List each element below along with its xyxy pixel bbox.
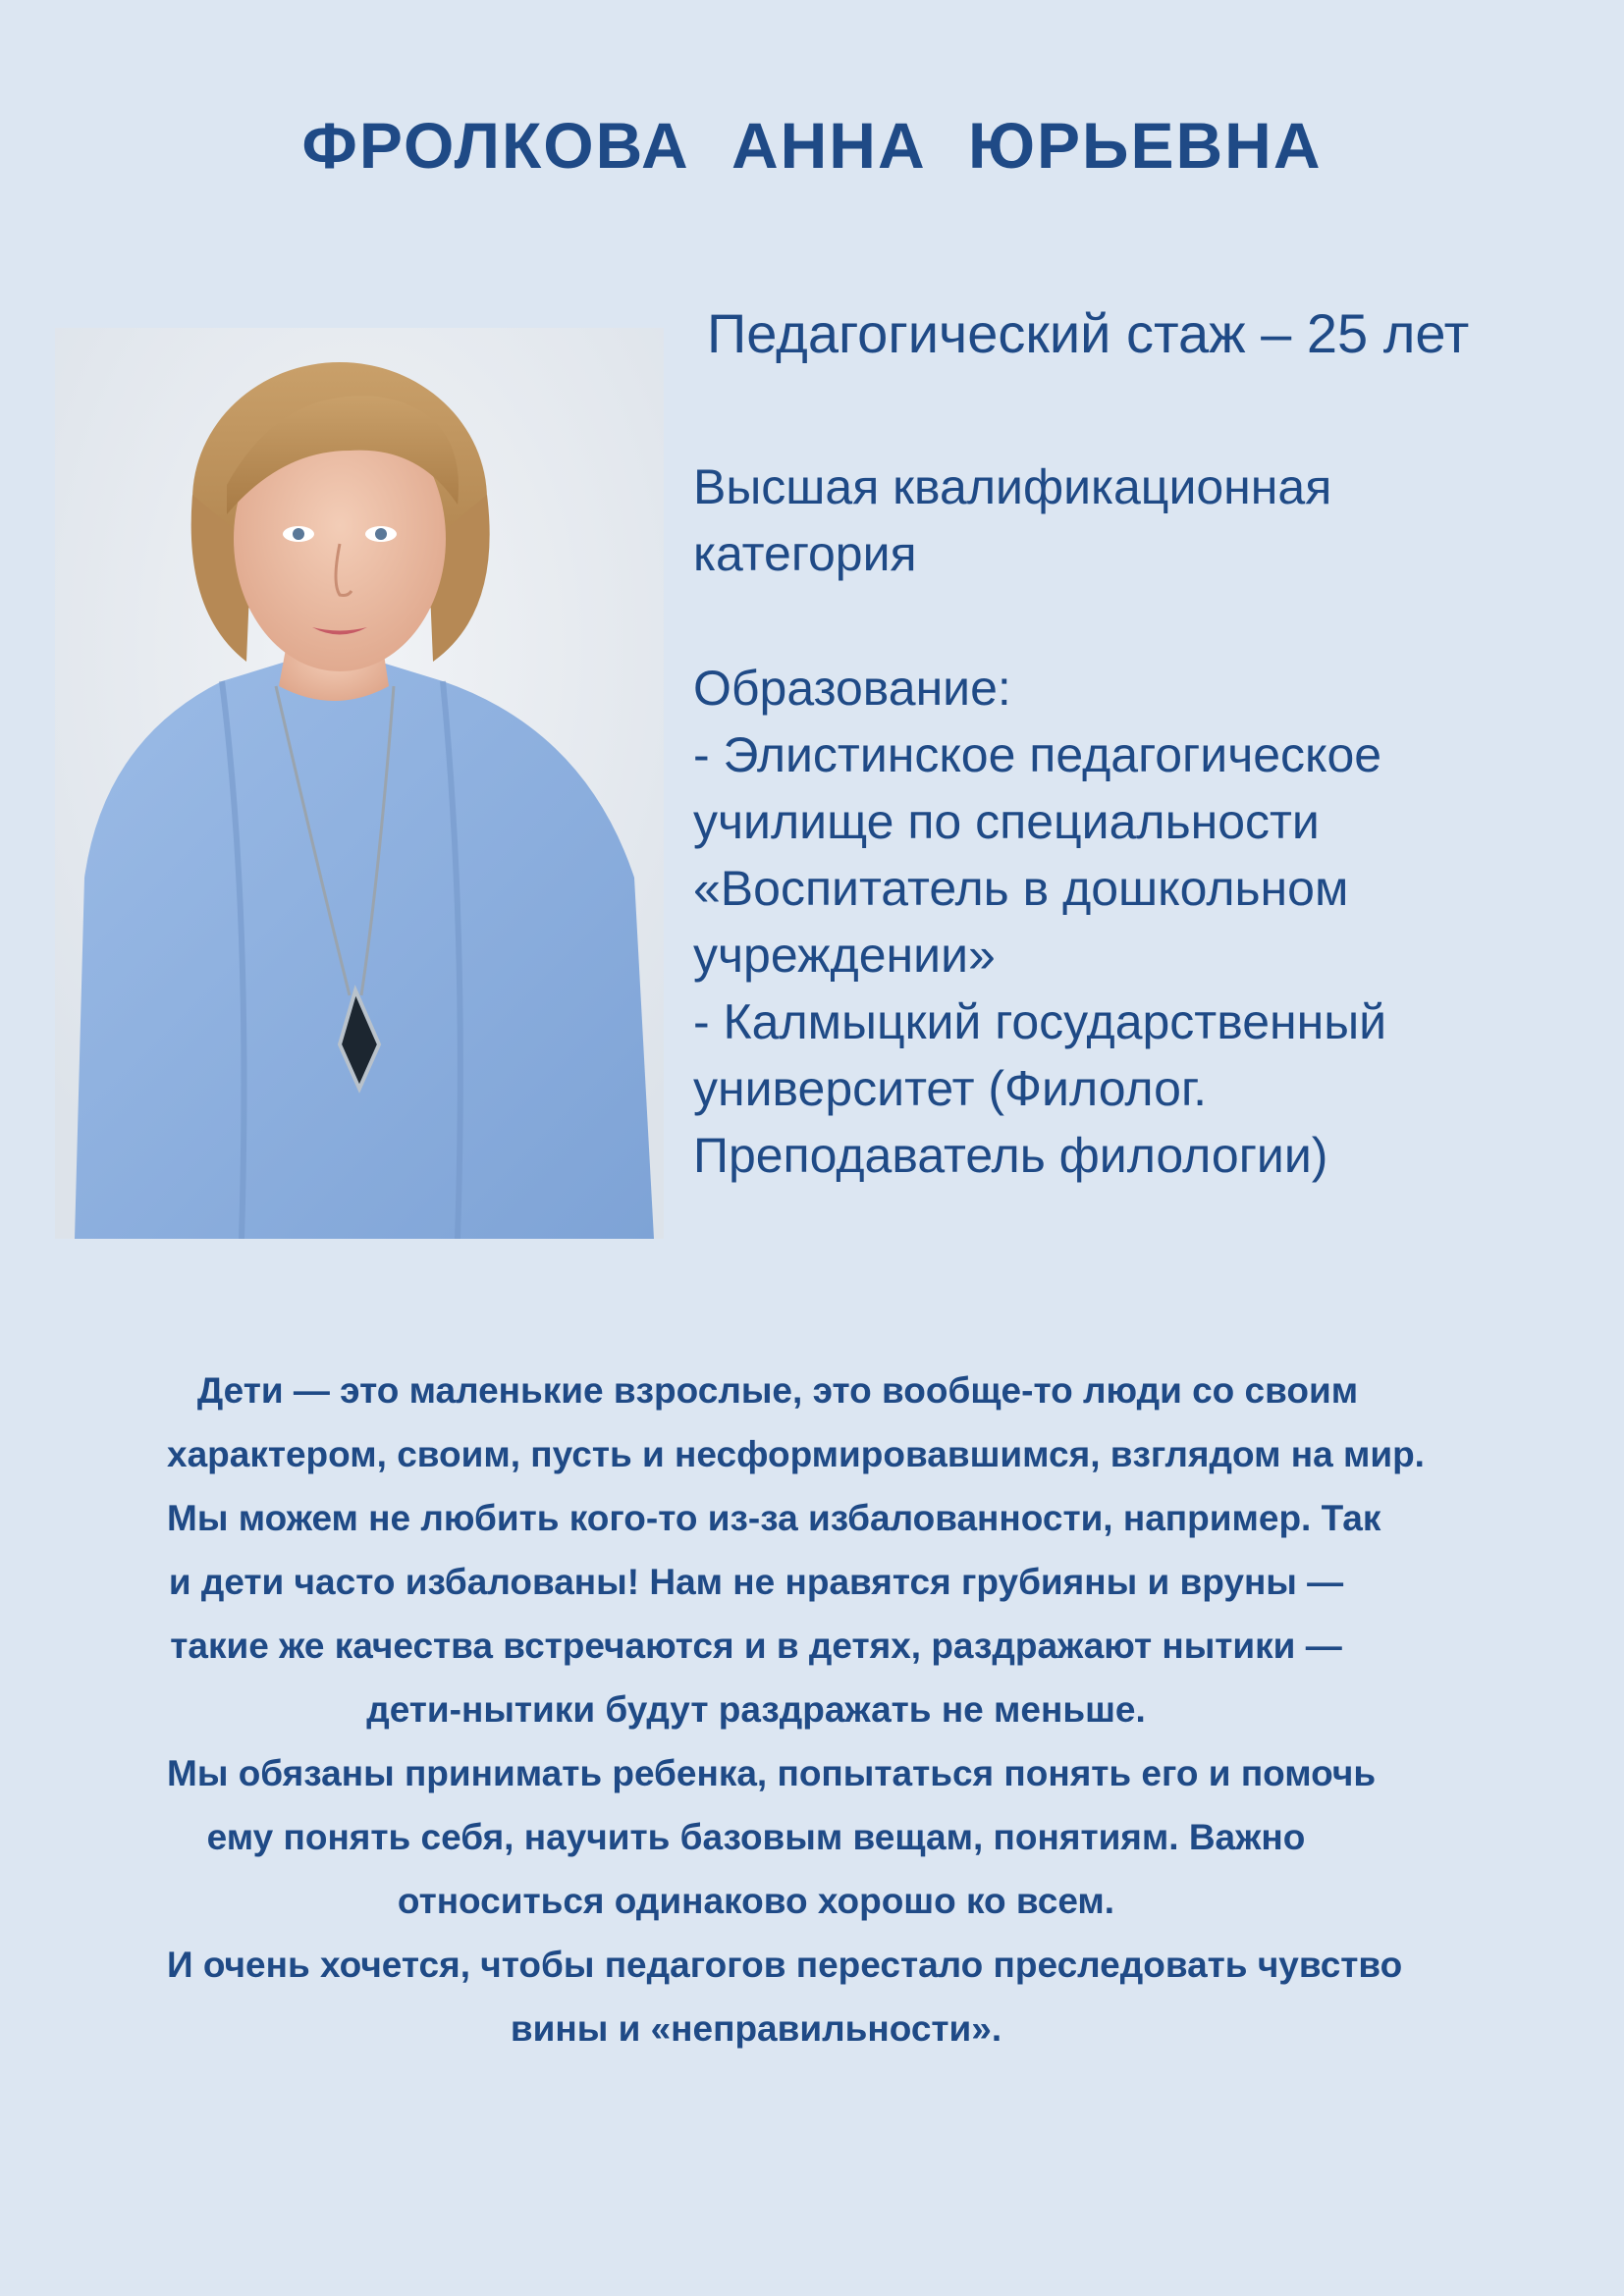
quote-line: и дети часто избалованы! Нам не нравятся грубияны и вруны — bbox=[168, 1562, 1344, 1602]
education-line: университет (Филолог. bbox=[693, 1061, 1207, 1116]
quote-line: ему понять себя, научить базовым вещам, понятиям. Важно bbox=[206, 1817, 1306, 1857]
education-block bbox=[693, 655, 1557, 1189]
education-line: «Воспитатель в дошкольном bbox=[693, 861, 1349, 916]
portrait-photo bbox=[55, 328, 664, 1239]
qualification-text: Высшая квалификационная категория bbox=[693, 459, 1332, 581]
quote-line: Мы обязаны принимать ребенка, попытаться понять его и помочь bbox=[167, 1753, 1377, 1793]
quote-line: Дети — это маленькие взрослые, это вообще-то люди со своим bbox=[167, 1370, 1359, 1411]
education-line: - Калмыцкий государственный bbox=[693, 994, 1387, 1049]
quote-line: дети-нытики будут раздражать не меньше. bbox=[366, 1689, 1146, 1730]
education-heading: Образование: bbox=[693, 661, 1011, 716]
philosophy-quote bbox=[167, 1359, 1425, 2060]
portrait-icon bbox=[55, 328, 664, 1239]
quote-line: характером, своим, пусть и несформировавшимся, взглядом на мир. bbox=[167, 1434, 1425, 1474]
quote-line: Мы можем не любить кого-то из-за избалованности, например. Так bbox=[167, 1498, 1381, 1538]
quote-line: И очень хочется, чтобы педагогов перестало преследовать чувство bbox=[167, 1945, 1403, 1985]
education-line: Преподаватель филологии) bbox=[693, 1128, 1328, 1183]
quote-line: вины и «неправильности». bbox=[510, 2008, 1002, 2049]
quote-line: относиться одинаково хорошо ко всем. bbox=[397, 1881, 1115, 1921]
education-line: - Элистинское педагогическое bbox=[693, 727, 1382, 782]
education-line: училище по специальности bbox=[693, 794, 1320, 849]
experience-text: Педагогический стаж – 25 лет bbox=[707, 302, 1470, 364]
education-line: учреждении» bbox=[693, 928, 996, 983]
quote-line: такие же качества встречаются и в детях, раздражают нытики — bbox=[170, 1626, 1342, 1666]
page-title: ФРОЛКОВА АННА ЮРЬЕВНА bbox=[301, 109, 1323, 182]
